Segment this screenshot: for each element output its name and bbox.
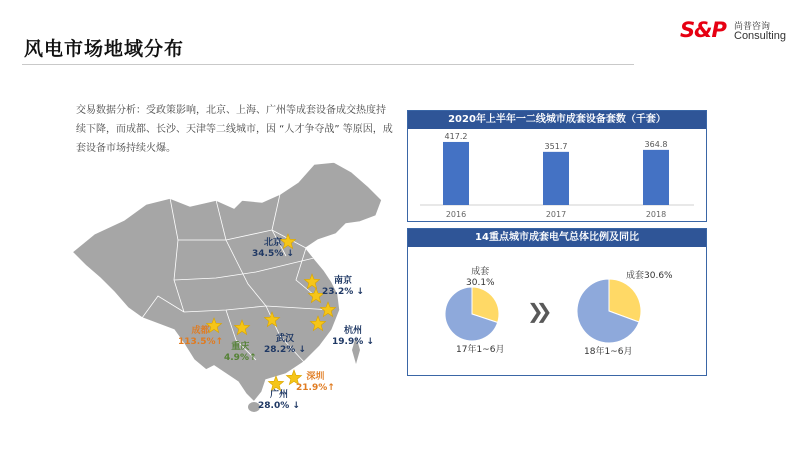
pie-charts: [408, 247, 706, 375]
city-star-icon: [304, 274, 319, 289]
trend-arrow: ↑: [215, 337, 224, 347]
pie1-slice-label: 成套 30.1%: [466, 267, 495, 288]
city-star-icon: [268, 376, 283, 391]
city-shenzhen: [296, 372, 335, 394]
city-value: 28.0%: [258, 401, 290, 411]
trend-arrow: ↓: [286, 249, 294, 259]
pie-chart-title: 14重点城市成套电气总体比例及同比: [408, 229, 706, 247]
pie-chart-panel: [407, 228, 707, 376]
city-name: 广州: [269, 390, 288, 400]
pie2-caption: 18年1~6月: [584, 347, 633, 357]
city-star-icon: [310, 316, 325, 331]
x-tick-label: 2016: [445, 210, 467, 219]
logo-cn-text: 尚普咨询: [734, 22, 771, 32]
company-logo: [680, 18, 790, 50]
city-value: 113.5%: [178, 337, 216, 347]
trend-arrow: ↓: [298, 345, 306, 355]
comparison-arrow-icon: ❯❯: [527, 299, 545, 323]
city-name: 杭州: [343, 326, 362, 336]
title-divider: [22, 64, 634, 65]
bar: [643, 150, 669, 205]
trend-arrow: ↑: [327, 383, 335, 393]
city-hangzhou: [332, 326, 374, 348]
city-chengdu: [178, 326, 223, 348]
pie2-slice-label: 成套30.6%: [626, 271, 673, 281]
bar: [443, 142, 469, 205]
city-guangzhou: [258, 390, 300, 412]
trend-arrow: ↓: [366, 337, 374, 347]
bar-value-label: 417.2: [444, 131, 468, 141]
city-value: 19.9%: [332, 337, 364, 347]
bar-chart-title: 2020年上半年一二线城市成套设备套数（千套）: [408, 111, 706, 129]
trend-arrow: ↑: [248, 353, 257, 363]
city-value: 23.2%: [322, 287, 354, 297]
trend-arrow: ↓: [356, 287, 364, 297]
bar-chart-panel: [407, 110, 707, 222]
city-name: 南京: [333, 276, 352, 286]
bar: [543, 152, 569, 205]
city-value: 21.9%: [296, 383, 328, 393]
city-name: 北京: [263, 238, 282, 248]
city-chongqing: [224, 342, 257, 364]
china-map: [66, 160, 406, 420]
pie1-caption: 17年1~6月: [456, 345, 505, 355]
city-value: 4.9%: [224, 353, 249, 363]
city-name: 成都: [191, 326, 210, 336]
city-star-icon: [234, 320, 249, 335]
page-title: 风电市场地域分布: [24, 38, 185, 60]
city-name: 武汉: [275, 334, 294, 344]
city-star-icon: [264, 312, 279, 327]
logo-mark: S&P: [680, 18, 726, 42]
city-beijing: [252, 238, 294, 260]
city-name: 重庆: [231, 342, 250, 352]
logo-en-text: Consulting: [734, 30, 786, 42]
bar-value-label: 364.8: [644, 139, 668, 149]
city-nanjing: [322, 276, 364, 298]
bar-chart: [408, 129, 706, 221]
trend-arrow: ↓: [292, 401, 300, 411]
x-tick-label: 2018: [645, 210, 667, 219]
city-star-icon: [320, 302, 335, 317]
city-value: 28.2%: [264, 345, 296, 355]
city-name: 深圳: [306, 372, 325, 382]
bar-value-label: 351.7: [544, 141, 568, 151]
city-wuhan: [264, 334, 306, 356]
city-value: 34.5%: [252, 249, 284, 259]
x-tick-label: 2017: [545, 210, 567, 219]
analysis-text: 交易数据分析：受政策影响，北京、上海、广州等成套设备成交热度持续下降，而成都、长沙、天津等二线城市，因 “人才争夺战” 等原因，成套设备市场持续火爆。: [76, 105, 393, 154]
